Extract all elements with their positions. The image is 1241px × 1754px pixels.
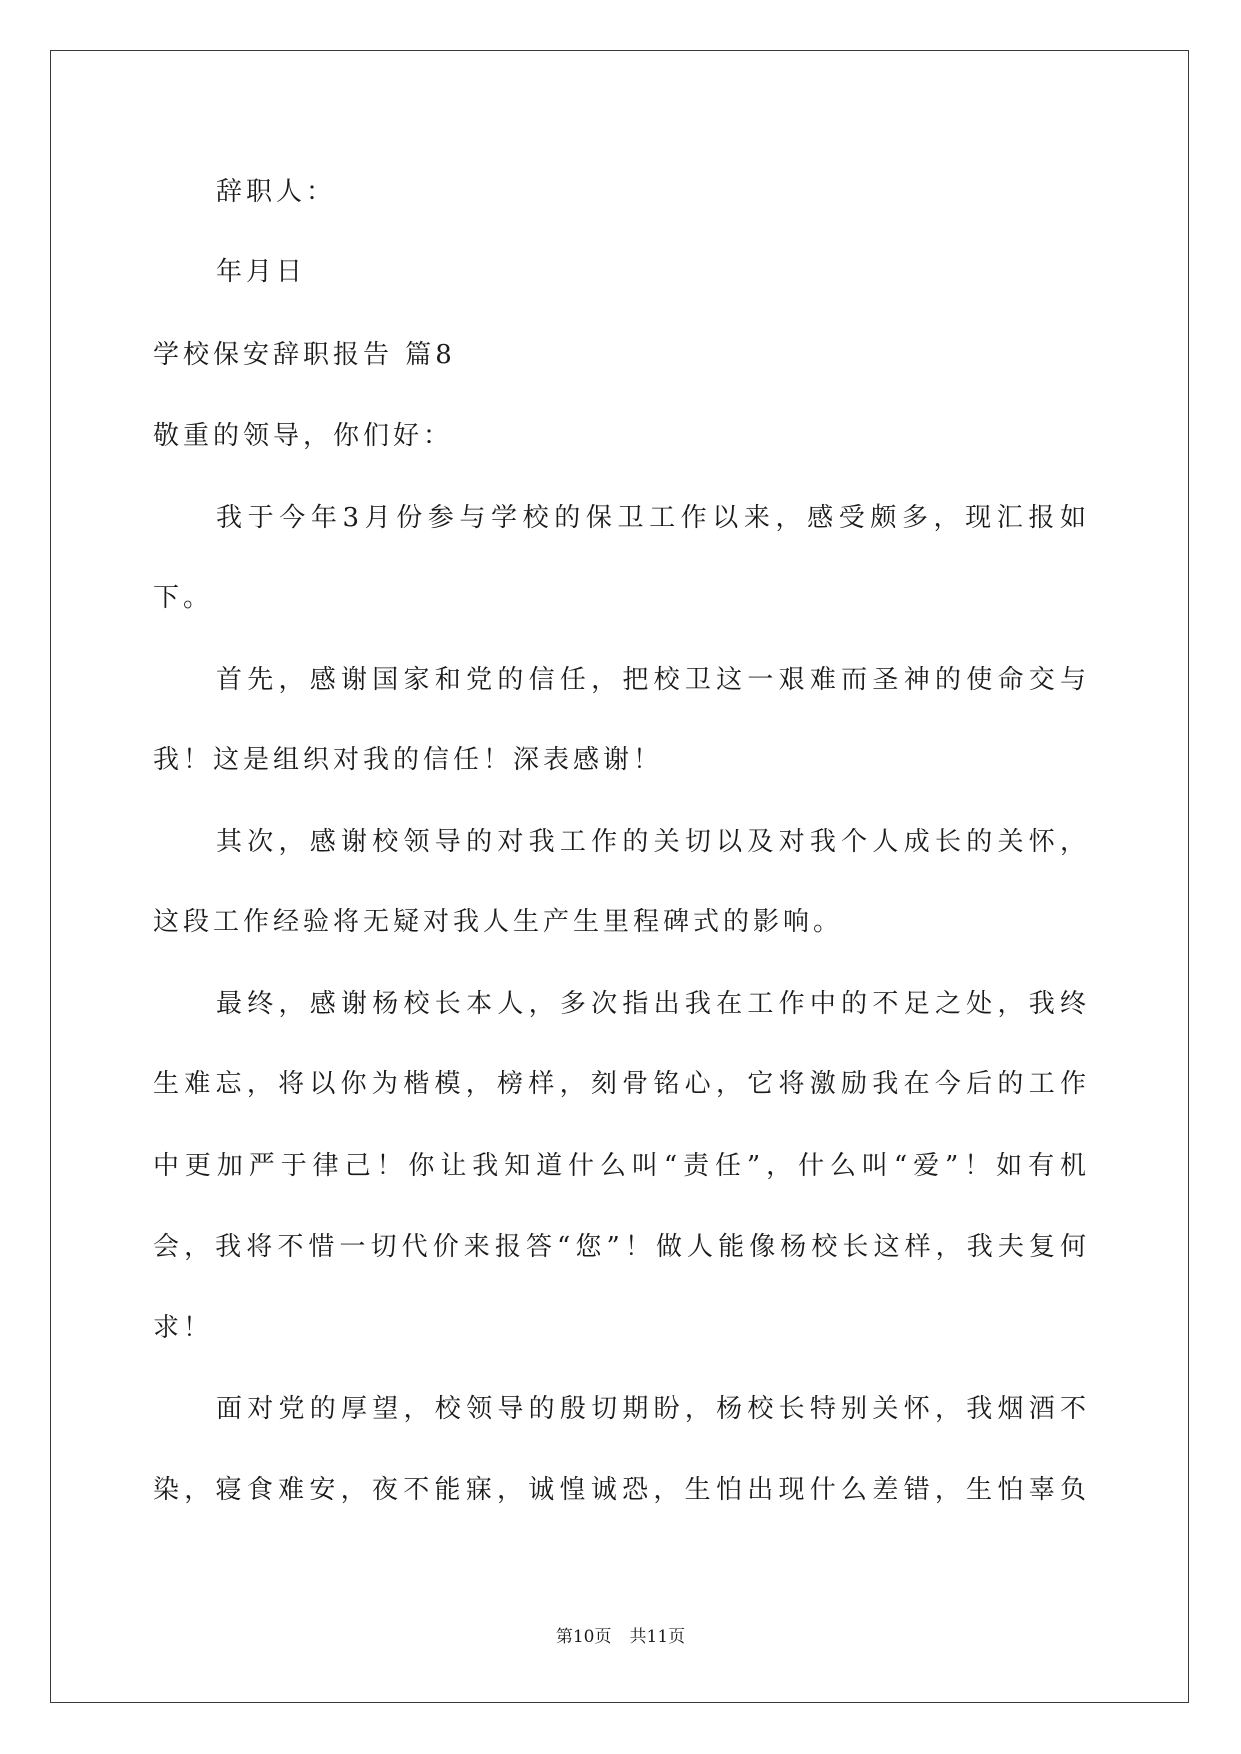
paragraph-line: 求！ — [153, 1313, 214, 1343]
paragraph-line: 染，寝食难安，夜不能寐，诚惶诚恐，生怕出现什么差错，生怕辜负 — [153, 1475, 1090, 1505]
paragraph-line: 中更加严于律己！你让我知道什么叫“责任”，什么叫“爱”！如有机 — [153, 1151, 1090, 1181]
resigner-label: 辞职人： — [216, 177, 337, 207]
page-number-current: 第10页 — [555, 1627, 612, 1647]
page-number-total: 共11页 — [629, 1627, 686, 1647]
page-footer — [0, 1625, 1241, 1649]
section-title: 学校保安辞职报告 篇8 — [153, 340, 456, 370]
paragraph-line: 会，我将不惜一切代价来报答“您”！做人能像杨校长这样，我夫复何 — [153, 1232, 1090, 1262]
salutation: 敬重的领导，你们好： — [153, 421, 454, 451]
paragraph-line: 其次，感谢校领导的对我工作的关切以及对我个人成长的关怀， — [216, 827, 1090, 857]
date-label: 年月日 — [216, 257, 307, 287]
paragraph-line: 最终，感谢杨校长本人，多次指出我在工作中的不足之处，我终 — [216, 989, 1090, 1019]
paragraph-line: 生难忘，将以你为楷模，榜样，刻骨铭心，它将激励我在今后的工作 — [153, 1069, 1090, 1099]
paragraph-line: 这段工作经验将无疑对我人生产生里程碑式的影响。 — [153, 907, 844, 937]
paragraph-line: 面对党的厚望，校领导的殷切期盼，杨校长特别关怀，我烟酒不 — [216, 1394, 1090, 1424]
page-border — [50, 50, 1189, 1703]
paragraph-line: 我！这是组织对我的信任！深表感谢！ — [153, 745, 664, 775]
paragraph-line: 下。 — [153, 583, 214, 613]
paragraph-line: 首先，感谢国家和党的信任，把校卫这一艰难而圣神的使命交与 — [216, 665, 1090, 695]
paragraph-line: 我于今年3月份参与学校的保卫工作以来，感受颇多，现汇报如 — [216, 503, 1090, 533]
